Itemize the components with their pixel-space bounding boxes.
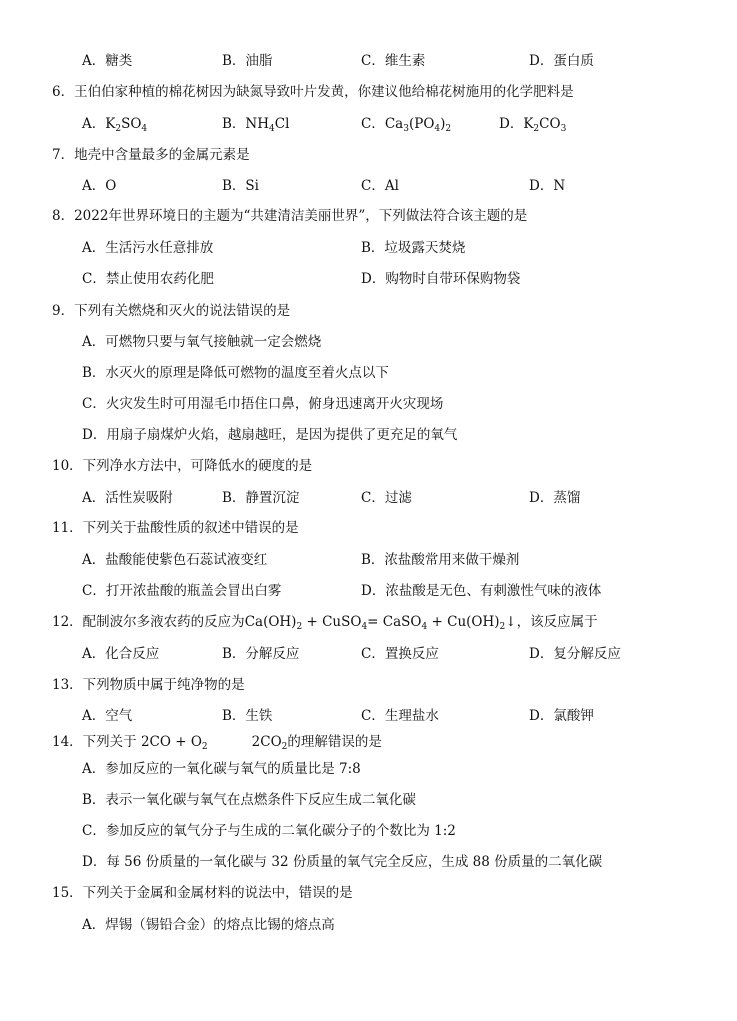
q13-option-d: D．氯酸钾: [529, 708, 594, 724]
q7-stem: 7．地壳中含量最多的金属元素是: [52, 147, 250, 163]
q14-option-c: C．参加反应的氧气分子与生成的二氧化碳分子的个数比为 1:2: [82, 823, 456, 839]
q14-option-d: D．每 56 份质量的一氧化碳与 32 份质量的氧气完全反应，生成 88 份质量的二氧化碳: [82, 854, 603, 870]
q9-option-d: D．用扇子扇煤炉火焰，越扇越旺，是因为提供了更充足的氧气: [82, 427, 458, 443]
q7-option-d: D．N: [529, 178, 566, 194]
q6-option-a: A．$K_2SO_4$: [82, 116, 148, 134]
q8-option-a: A．生活污水任意排放: [82, 240, 214, 256]
q5-option-c: C．维生素: [361, 53, 426, 69]
q14-option-a: A．参加反应的一氧化碳与氧气的质量比是 7:8: [82, 761, 361, 777]
q7-option-c: C．Al: [361, 178, 399, 194]
q11-option-b: B．浓盐酸常用来做干燥剂: [361, 552, 520, 568]
q9-option-c: C．火灾发生时可用湿毛巾捂住口鼻，俯身迅速离开火灾现场: [82, 396, 444, 412]
q10-option-c: C．过滤: [361, 490, 412, 506]
q10-option-a: A．活性炭吸附: [82, 490, 173, 506]
q12-option-b: B．分解反应: [222, 646, 300, 662]
q15-option-a: A．焊锡（锡铅合金）的熔点比锡的熔点高: [82, 917, 335, 933]
q11-option-c: C．打开浓盐酸的瓶盖会冒出白雾: [82, 583, 282, 599]
q9-option-a: A．可燃物只要与氧气接触就一定会燃烧: [82, 334, 322, 350]
q9-option-b: B．水灭火的原理是降低可燃物的温度至着火点以下: [82, 365, 389, 381]
q10-option-b: B．静置沉淀: [222, 490, 300, 506]
q10-option-d: D．蒸馏: [529, 490, 581, 506]
q12-stem: 12．配制波尔多液农药的反应为$Ca(OH)_2$ + CuSO$_4$= CaSO$_4$ + $Cu(OH)_2↓$，该反应属于: [52, 614, 598, 632]
q14-stem: 14．下列关于 $2CO + O_2$ $2CO_2$的理解错误的是: [52, 734, 382, 752]
q9-stem: 9．下列有关燃烧和灭火的说法错误的是: [52, 303, 291, 319]
q8-option-c: C．禁止使用农药化肥: [82, 271, 214, 287]
q5-option-b: B．油脂: [222, 53, 273, 69]
q6-option-d: D．$K_2CO_3$: [499, 116, 567, 134]
q5-option-a: A．糖类: [82, 53, 133, 69]
q13-option-a: A．空气: [82, 708, 133, 724]
q15-stem: 15．下列关于金属和金属材料的说法中，错误的是: [52, 885, 353, 901]
q12-option-d: D．复分解反应: [529, 646, 621, 662]
q8-option-b: B．垃圾露天焚烧: [361, 240, 466, 256]
q6-option-b: B．$NH_4Cl$: [222, 116, 290, 134]
q12-option-a: A．化合反应: [82, 646, 160, 662]
q5-option-d: D．蛋白质: [529, 53, 594, 69]
q6-option-c: C．$Ca_3(PO_4)_2$: [361, 116, 452, 134]
q7-option-b: B．Si: [222, 178, 259, 194]
q6-stem: 6．王伯伯家种植的棉花树因为缺氮导致叶片发黄，你建议他给棉花树施用的化学肥料是: [52, 84, 574, 100]
q11-stem: 11．下列关于盐酸性质的叙述中错误的是: [52, 520, 299, 536]
q7-option-a: A．O: [82, 178, 117, 194]
q8-option-d: D．购物时自带环保购物袋: [361, 271, 521, 287]
q11-option-d: D．浓盐酸是无色、有刺激性气味的液体: [361, 583, 602, 599]
q8-stem: 8．2022年世界环境日的主题为“共建清洁美丽世界”，下列做法符合该主题的是: [52, 208, 528, 224]
q10-stem: 10．下列净水方法中，可降低水的硬度的是: [52, 458, 313, 474]
q12-option-c: C．置换反应: [361, 646, 439, 662]
q11-option-a: A．盐酸能使紫色石蕊试液变红: [82, 552, 268, 568]
q13-stem: 13．下列物质中属于纯净物的是: [52, 677, 245, 693]
q13-option-c: C．生理盐水: [361, 708, 439, 724]
q14-option-b: B．表示一氧化碳与氧气在点燃条件下反应生成二氧化碳: [82, 792, 416, 808]
q13-option-b: B．生铁: [222, 708, 273, 724]
